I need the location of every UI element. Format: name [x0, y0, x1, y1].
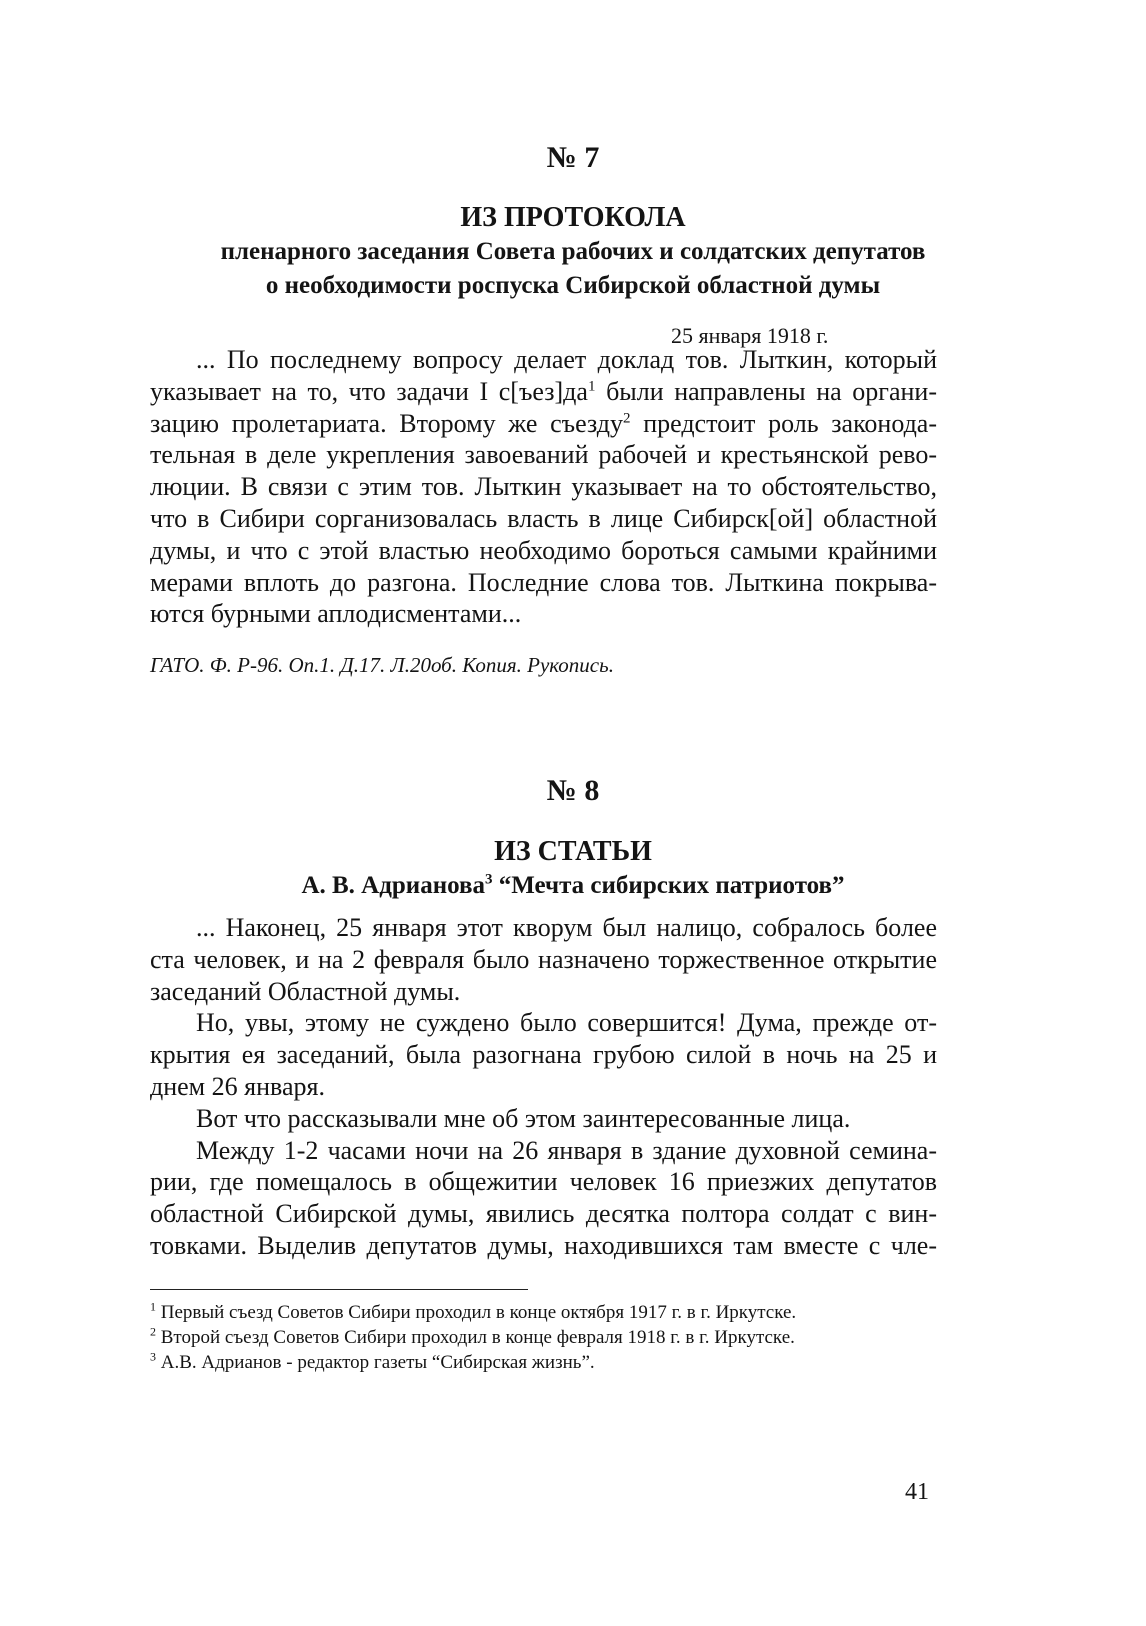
footnote-2: $^2$ Второй съезд Советов Сибири проходил в конце февраля 1918 г. в г. Иркутске. [150, 1324, 795, 1348]
footnote-3: $^3$ А.В. Адрианов - редактор газеты “Сибирская жизнь”. [150, 1349, 595, 1373]
doc7-date: 25 января 1918 г. [671, 323, 829, 348]
doc8-line: крытия ея заседаний, была разогнана грубою силой в ночь на 25 и [150, 1040, 937, 1070]
doc7-line: зацию пролетариата. Второму же съезду$^2$ предстоит роль законода- [150, 408, 937, 438]
doc8-line: областной Сибирской думы, явились десятка полтора солдат с вин- [150, 1199, 937, 1229]
doc7-line: что в Сибири сорганизовалась власть в лице Сибирск[ой] областной [150, 503, 937, 533]
doc8-line: рии, где помещалось в общежитии человек 16 приезжих депутатов [150, 1167, 937, 1197]
doc7-line: мерами вплоть до разгона. Последние слова тов. Лыткина покрыва- [150, 567, 937, 597]
footnote-ref-3: 3 [484, 871, 493, 888]
footnote-divider [150, 1289, 528, 1290]
doc8-number: № 8 [546, 774, 600, 807]
doc7-line: ... По последнему вопросу делает доклад тов. Лыткин, который [196, 345, 937, 374]
doc7-number: № 7 [546, 141, 600, 174]
page-number: 41 [905, 1479, 929, 1505]
doc8-title: ИЗ СТАТЬИ [494, 836, 652, 867]
doc7-subtitle-line2: о необходимости роспуска Сибирской областной думы [265, 272, 881, 299]
doc8-line: днем 26 января. [150, 1071, 325, 1101]
doc8-line: Но, увы, этому не суждено было совершится! Дума, прежде от- [196, 1008, 937, 1038]
doc8-line: заседаний Областной думы. [150, 976, 461, 1006]
doc8-line: Между 1-2 часами ночи на 26 января в здание духовной семина- [196, 1135, 937, 1165]
footnotes [150, 1300, 796, 1375]
doc7-source: ГАТО. Ф. Р-96. Оп.1. Д.17. Л.20об. Копия. Рукопись. [150, 653, 614, 677]
footnote-ref-1: 1 [587, 378, 596, 395]
doc7-title: ИЗ ПРОТОКОЛА [460, 202, 686, 233]
doc7-body [150, 344, 937, 630]
doc7-subtitle-line1: пленарного заседания Совета рабочих и солдатских депутатов [220, 238, 926, 265]
doc8-body [150, 912, 937, 1262]
doc8-subtitle: А. В. Адрианова$^3$ “Мечта сибирских патриотов” [301, 871, 845, 899]
doc7-line: люции. В связи с этим тов. Лыткин указывает на то обстоятельство, [150, 472, 937, 502]
doc8-line: ... Наконец, 25 января этот кворум был налицо, собралось более [196, 913, 937, 942]
doc7-line: думы, и что с этой властью необходимо бороться самыми крайними [150, 535, 937, 565]
doc7-line: ются бурными аплодисментами... [150, 599, 522, 629]
doc8-line: товками. Выделив депутатов думы, находившихся там вместе с чле- [150, 1230, 937, 1260]
doc8-line: Вот что рассказывали мне об этом заинтересованные лица. [196, 1103, 851, 1133]
doc7-line: тельная в деле укрепления завоеваний рабочей и крестьянской рево- [150, 440, 937, 470]
doc7-line: указывает на то, что задачи I $с[ъез]да^1$ были направлены на органи- [150, 376, 937, 406]
footnote-ref-2: 2 [623, 409, 631, 426]
doc8-line: ста человек, и на 2 февраля было назначено торжественное открытие [150, 944, 937, 974]
footnote-1: $^1$ Первый съезд Советов Сибири проходил в конце октября 1917 г. в г. Иркутске. [150, 1299, 797, 1323]
